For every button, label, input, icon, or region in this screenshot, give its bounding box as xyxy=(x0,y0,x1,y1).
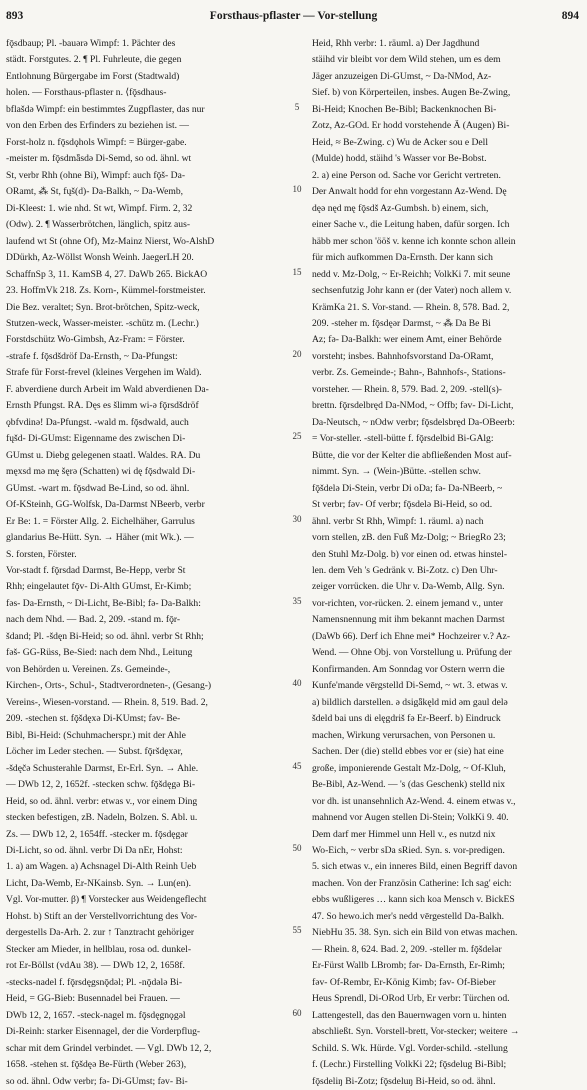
text-line: (Mulde) hodd, stäihd 's Wasser vor Be-Bobst. xyxy=(312,153,487,165)
text-line: holen. — Forsthaus-pflaster n. ⟨fǭsdhaus- xyxy=(6,87,167,99)
text-line: Dem darf mer Himmel unn Hell v., es nutzd nix xyxy=(312,828,496,840)
text-line: Bütte, die vor der Kelter die abfließenden Most auf- xyxy=(312,449,512,461)
text-line: laufend wt St (ohne Of), Mz-Mainz Nierst, Wo-AlshD xyxy=(6,235,215,247)
text-line: Ernsth Pfungst. RA. Dęs es šlimm wi-ǝ fǭrsdšdröf xyxy=(6,400,199,412)
text-line: šdeld bai uns di elęgdriš fǝ Er-Beerf. b) Eindruck xyxy=(312,713,501,725)
text-line: Löcher im Leder stechen. — Subst. fǭršdęxǝr, xyxy=(6,746,183,758)
text-line: Zotz, Az-GOd. Er hodd vorstehende Ä (Augen) Bi- xyxy=(312,120,510,132)
text-line: S. forsten, Förster. xyxy=(6,548,77,560)
text-line: fǭsdeliŋ Bi-Zotz; fǭsdeluŋ Bi-Heid, so od. ähnl. xyxy=(312,1075,496,1087)
text-line: von Behörden u. Vereinen. Zs. Gemeinde-, xyxy=(6,663,171,675)
text-line: Da-Neutsch, ~ nOdw verbr; fǭsdelsbręd Da-OBeerb: xyxy=(312,416,515,428)
line-number: 5 xyxy=(294,101,300,112)
text-line: bflašdǝ Wimpf: ein bestimmtes Zugpflaster, das nur xyxy=(6,103,205,115)
text-line: fǭšdelǝ Di-Stein, verbr Di oDa; fǝ- Da-NBeerb, ~ xyxy=(312,482,503,494)
text-line: vor dh. ist unansehnlich Az-Wend. 4. einem etwas v., xyxy=(312,795,516,807)
text-line: große, imponierende Gestalt Mz-Dolg, ~ Of-Kluh, xyxy=(312,762,506,774)
text-line: Licht, Da-Wemb, Er-NKainsb. Syn. → Lun(en). xyxy=(6,877,192,889)
text-line: 1. a) am Wagen. a) Achsnagel Di-Alth Reinh Ueb xyxy=(6,861,197,873)
text-line: sechsenfutzig Johr kann er (der Vater) noch allem v. xyxy=(312,285,512,297)
text-line: einer Sache v., die Leitung haben, dafür sorgen. Ich xyxy=(312,219,510,231)
text-line: vorn stellen, zB. den Fuß Mz-Dolg; ~ BriegRo 23; xyxy=(312,532,506,544)
text-line: a) bildlich darstellen. ǝ dsigǟkęld mid ǝm gaul delǝ xyxy=(312,696,508,708)
text-line: ǫbfvdinǝ! Da-Pfungst. -wald m. fǭsdwald, auch xyxy=(6,416,189,428)
text-line: len. dem Veh 's Gedränk v. Bi-Zotz. c) Den Uhr- xyxy=(312,565,498,576)
line-number: 45 xyxy=(292,760,302,771)
text-line: męxsd mǝ mę šęrǝ (Schatten) wi dę fǭsdwald Di- xyxy=(6,466,196,478)
text-line: Stutzen-weck, Wasser-meister. -schütz m. (Lechr.) xyxy=(6,317,199,329)
text-line: Forstdschütz Wo-Gimbsh, Az-Fram: = Förster. xyxy=(6,334,185,346)
text-line: zeiger vorrücken. die Uhr v. Da-Wemb, Allg. Syn. xyxy=(312,581,505,593)
text-line: Di-Kleest: 1. wie nhd. St wt, Wimpf. Firm. 2, 32 xyxy=(6,202,193,214)
text-line: (Odw). 2. ¶ Wasserbrötchen, länglich, spitz aus- xyxy=(6,219,191,231)
text-line: Schild. S. Wk. Hürde. Vgl. Vorder-schild. -stellung xyxy=(312,1042,508,1054)
text-line: Zs. — DWb 12, 2, 1654ff. -stecker m. fǭsdęgǝr xyxy=(6,828,188,840)
text-line: rot Er-Böllst (vdAu 38). — DWb 12, 2, 1658f. xyxy=(6,960,185,972)
text-line: für mich aufkommen Da-Ernsth. Der kann sich xyxy=(312,252,493,264)
text-line: St, verbr Rhh (ohne Bi), Wimpf: auch fǭš- Da- xyxy=(6,169,186,181)
text-line: Of-KSteinh, GG-Wolfsk, Da-Darmst NBeerb, verbr xyxy=(6,499,205,511)
page-number-right: 894 xyxy=(561,10,579,22)
text-line: -stecks-nadel f. fǭrsdęgsnǭdǝl; Pl. -nǭdǝlǝ Bi- xyxy=(6,976,183,988)
text-line: so od. ähnl. Odw verbr; fǝ- Di-GUmst; fǝv- Bi- xyxy=(6,1075,188,1087)
text-line: machen, Wirkung verursachen, von Personen u. xyxy=(312,729,496,741)
text-line: Vor-stadt f. fǭrsdad Darmst, Be-Hepp, verbr St xyxy=(6,565,186,576)
text-line: 23. HoffmVk 218. Zs. Korn-, Kümmel-forstmeister. xyxy=(6,285,206,297)
text-line: Heid, so od. ähnl. verbr: etwas v., vor einem Ding xyxy=(6,795,198,807)
text-line: 209. -stechen st. fǭšdęxǝ Di-KUmst; fǝv- Be- xyxy=(6,713,181,725)
text-line: -šdęčǝ Schusterahle Darmst, Er-Erl. Syn. → Ahle. xyxy=(6,762,199,774)
text-line: Lattengestell, das den Bauernwagen vorn u. hinten xyxy=(312,1009,507,1021)
line-number: 10 xyxy=(292,184,302,195)
text-line: KrämKa 21. S. Vor-stand. — Rhein. 8, 578. Bad. 2, xyxy=(312,301,510,313)
text-line: mahnend vor Augen stellen Di-Stein; VolkKi 9. 40. xyxy=(312,812,509,824)
text-line: Kunfe'mande vērgstelld Di-Semd, ~ wt. 3. etwas v. xyxy=(312,680,508,692)
text-line: fųšd- Di-GUmst: Eigenname des zwischen Di- xyxy=(6,433,186,445)
text-line: brettn. fǭrsdelbręd Da-NMod, ~ Offb; fǝv- Di-Licht, xyxy=(312,400,514,412)
line-number: 50 xyxy=(292,843,302,854)
text-line: Sachen. Der (die) stelld ebbes vor er (sie) hat eine xyxy=(312,746,504,758)
text-line: Strafe für Forst-frevel (kleines Vergehen im Wald). xyxy=(6,367,202,379)
page-header xyxy=(0,10,587,26)
text-line: 209. -steher m. fǭsdęǝr Darmst, ~ ⁂ Da Be Bi xyxy=(312,317,491,329)
text-line: Wo-Eich, ~ verbr sDa sRied. Syn. s. vor-predigen. xyxy=(312,844,505,856)
text-line: Wend. — Ohne Obj. von Vorstellung u. Prüfung der xyxy=(312,647,512,659)
text-line: machen. Von der Französin Catherine: Ich sag' eich: xyxy=(312,877,512,889)
text-line: -strafe f. fǭsdšdröf Da-Ernsth, ~ Da-Pfungst: xyxy=(6,350,178,362)
text-line: Vgl. Vor-mutter. β) ¶ Vorstecker aus Weidengeflecht xyxy=(6,894,207,906)
text-line: fǭsdbaup; Pl. -bauǝrǝ Wimpf: 1. Pächter des xyxy=(6,38,176,49)
text-line: Heid, Rhh verbr: 1. räuml. a) Der Jagdhund xyxy=(312,38,480,49)
text-line: NiebHu 35. 38. Syn. sich ein Bild von etwas machen. xyxy=(312,927,518,939)
running-title: Forsthaus-pflaster — Vor-stellung xyxy=(209,10,378,22)
text-line: SchaffnSp 3, 11. KamSB 4, 27. DaWb 265. BickAO xyxy=(6,268,208,280)
text-line: dęǝ nęd mę fǭsdš Az-Gumbsh. b) einem, sich, xyxy=(312,202,489,214)
text-line: St verbr; fǝv- Of verbr; fǭsdelǝ Bi-Heid, so od. xyxy=(312,499,493,511)
line-number: 30 xyxy=(292,513,302,524)
text-line: dergestells Da-Arh. 2. zur ↑ Tanztracht gehöriger xyxy=(6,927,195,939)
text-line: Be-Bibl, Az-Wend. — 's (das Geschenk) stelld nix xyxy=(312,779,506,791)
text-line: Er-Fürst Wallb LBromb; fǝr- Da-Ernsth, Er-Rimh; xyxy=(312,960,505,972)
text-line: 2. a) eine Person od. Sache vor Gericht vertreten. xyxy=(312,169,501,181)
text-line: häbb mer schon 'ööš v. kenne ich konnte schon allein xyxy=(312,235,516,247)
text-line: städt. Forstgutes. 2. ¶ Pl. Fuhrleute, die gegen xyxy=(6,54,182,66)
text-line: F. abverdiene durch Arbeit im Wald abverdienen Da- xyxy=(6,383,209,395)
text-line: Rhh; eingelautet fǭv- Di-Alth GUmst, Er-Kimb; xyxy=(6,581,192,593)
text-line: 47. So hewo.ich mer's nedd vērgestelld Da-Balkh. xyxy=(312,910,505,922)
text-line: Vereins-, Wiesen-vorstand. — Rhein. 8, 519. Bad. 2, xyxy=(6,696,208,708)
text-line: šdand; Pl. -šdęn Bi-Heid; so od. ähnl. verbr St Rhh; xyxy=(6,630,204,642)
text-line: vor-richten, vor-rücken. 2. einem jemand v., unter xyxy=(312,597,504,609)
text-line: 5. sich etwas v., ein inneres Bild, einen Begriff davon xyxy=(312,861,518,873)
text-line: — DWb 12, 2, 1652f. -stecken schw. fǭšdęgǝ Bi- xyxy=(6,779,196,791)
text-line: 1658. -stehen st. fǭšdęǝ Be-Fürth (Weber 263), xyxy=(6,1059,187,1071)
text-line: vorsteher. — Rhein. 8, 579. Bad. 2, 209. -stell(s)- xyxy=(312,383,502,395)
text-line: fǝš- GG-Rüss, Be-Sied: nach dem Nhd., Leitung xyxy=(6,647,193,659)
text-line: Di-Licht, so od. ähnl. verbr Di Da nEr, Hohst: xyxy=(6,844,183,856)
text-line: Er Be: 1. = Förster Allg. 2. Eichelhäher, Garrulus xyxy=(6,515,195,527)
text-line: DWb 12, 2, 1657. -steck-nagel m. fǭsdęgnǫgǝl xyxy=(6,1009,186,1021)
text-line: Di-Reinh: starker Eisennagel, der die Vorderpflug- xyxy=(6,1026,201,1038)
text-line: Hohst. b) Stift an der Verstellvorrichtung des Vor- xyxy=(6,910,198,922)
text-line: glandarius Be-Hütt. Syn. → Häher (mit Wk.). — xyxy=(6,532,194,544)
text-line: schar mit dem Grindel verbindet. — Vgl. DWb 12, 2, xyxy=(6,1042,212,1054)
line-number: 55 xyxy=(292,925,302,936)
text-line: Az; fǝ- Da-Balkh: wer einem Amt, einer Behörde xyxy=(312,334,502,346)
text-line: fǝs- Da-Ernsth, ~ Di-Licht, Be-Bibl; fǝ- Da-Balkh: xyxy=(6,597,201,609)
text-line: Die Bez. veraltet; Syn. Brot-brötchen, Spitz-weck, xyxy=(6,301,200,313)
text-line: von den Erben des Erfinders zu beziehen ist. — xyxy=(6,120,190,132)
text-line: vorsteht; insbes. Bahnhofsvorstand Da-ORamt, xyxy=(312,350,494,362)
text-line: (DaWb 66). Derf ich Ehne mei* Hochzeirer v.? Az- xyxy=(312,630,511,642)
text-line: fǝv- Of-Rembr, Er-König Kimb; fǝv- Of-Bieber xyxy=(312,976,496,988)
line-number: 25 xyxy=(292,431,302,442)
text-line: nedd v. Mz-Dolg, ~ Er-Reichh; VolkKi 7. mit seune xyxy=(312,268,511,280)
text-line: Jäger anzuzeigen Di-GUmst, ~ Da-NMod, Az- xyxy=(312,70,492,82)
left-column xyxy=(6,36,276,1087)
text-line: Heid, = GG-Bieb: Busennadel bei Frauen. — xyxy=(6,993,180,1005)
text-line: nach dem Nhd. — Bad. 2, 209. -stand m. fǭr- xyxy=(6,614,181,626)
text-line: den Stuhl Mz-Dolg. b) vor einen od. etwas hinstel- xyxy=(312,548,508,560)
text-line: stecken befestigen, zB. Nadeln, Bolzen. S. Abl. u. xyxy=(6,812,198,824)
line-number: 40 xyxy=(292,678,302,689)
right-column xyxy=(312,36,580,1087)
text-line: ebbs wußligeres … kann sich koa Mensch v. BickES xyxy=(312,894,515,906)
text-line: Stecker am Mieder, in hellblau, rosa od. dunkel- xyxy=(6,943,192,955)
page-number-left: 893 xyxy=(6,10,24,22)
text-line: ähnl. verbr St Rhh, Wimpf: 1. räuml. a) nach xyxy=(312,515,484,527)
text-line: Namensnennung mit ihm bekannt machen Darmst xyxy=(312,614,505,626)
text-line: Heid, ≈ Be-Zwing. c) Wu de Acker sou e Dell xyxy=(312,136,489,148)
text-line: — Rhein. 8, 624. Bad. 2, 209. -steller m. fǭšdelǝr xyxy=(312,943,502,955)
text-line: = Vor-steller. -stell-bütte f. fǭrsdelbid Bi-GAlg: xyxy=(312,433,494,445)
line-number: 15 xyxy=(292,266,302,277)
text-line: DDürkh, Az-Wöllst Wonsh Weinh. JaegerLH 20. xyxy=(6,252,194,264)
text-line: Heus Sprendl, Di-ORod Urb, Er verbr: Türchen od. xyxy=(312,993,510,1005)
text-line: ORamt, ⁂ St, fųš(d)- Da-Balkh, ~ Da-Wemb, xyxy=(6,186,184,198)
text-line: GUmst. -wart m. fǭsdwad Be-Lind, so od. ähnl. xyxy=(6,482,190,494)
text-line: verbr. Zs. Gemeinde-; Bahn-, Bahnhofs-, Stations- xyxy=(312,367,506,379)
text-line: -meister m. fǭsdmǟsdǝ Di-Semd, so od. ähnl. wt xyxy=(6,153,192,165)
line-number: 60 xyxy=(292,1007,302,1018)
text-line: Sief. b) von Körperteilen, insbes. Augen Be-Zwing, xyxy=(312,87,511,99)
text-line: Der Anwalt hodd for ehn vorgestann Az-Wend. Dę xyxy=(312,186,507,198)
text-line: GUmst u. Diebg gelegenen staatl. Waldes. RA. Du xyxy=(6,449,201,461)
text-line: abschließt. Syn. Vorstell-brett, Vor-stecker; weitere → xyxy=(312,1026,520,1038)
text-line: f. (Lechr.) Firstelling VolkKi 22; fǭsdelug Bi-Bibl; xyxy=(312,1059,507,1071)
line-number: 35 xyxy=(292,595,302,606)
text-line: stäihd vir bleibt vor dem Wild stehen, um es dem xyxy=(312,54,501,66)
text-line: Bibl, Bi-Heid: (Schuhmacherspr.) mit der Ahle xyxy=(6,729,186,741)
text-line: Kirchen-, Orts-, Schul-, Stadtverordneten-, (Gesang-) xyxy=(6,680,212,692)
text-line: Forst-holz n. fǭsdǫhols Wimpf: = Bürger-gabe. xyxy=(6,136,187,148)
text-line: nimmt. Syn. → (Wein-)Bütte. -stellen schw. xyxy=(312,466,481,478)
text-line: Entlohnung Bürgergabe im Forst (Stadtwald) xyxy=(6,70,180,82)
line-number: 20 xyxy=(292,348,302,359)
text-line: Konfirmanden. Am Sonndag vor Ostern werrn die xyxy=(312,663,505,675)
text-line: Bi-Heid; Knochen Be-Bibl; Backenknochen Bi- xyxy=(312,103,497,115)
